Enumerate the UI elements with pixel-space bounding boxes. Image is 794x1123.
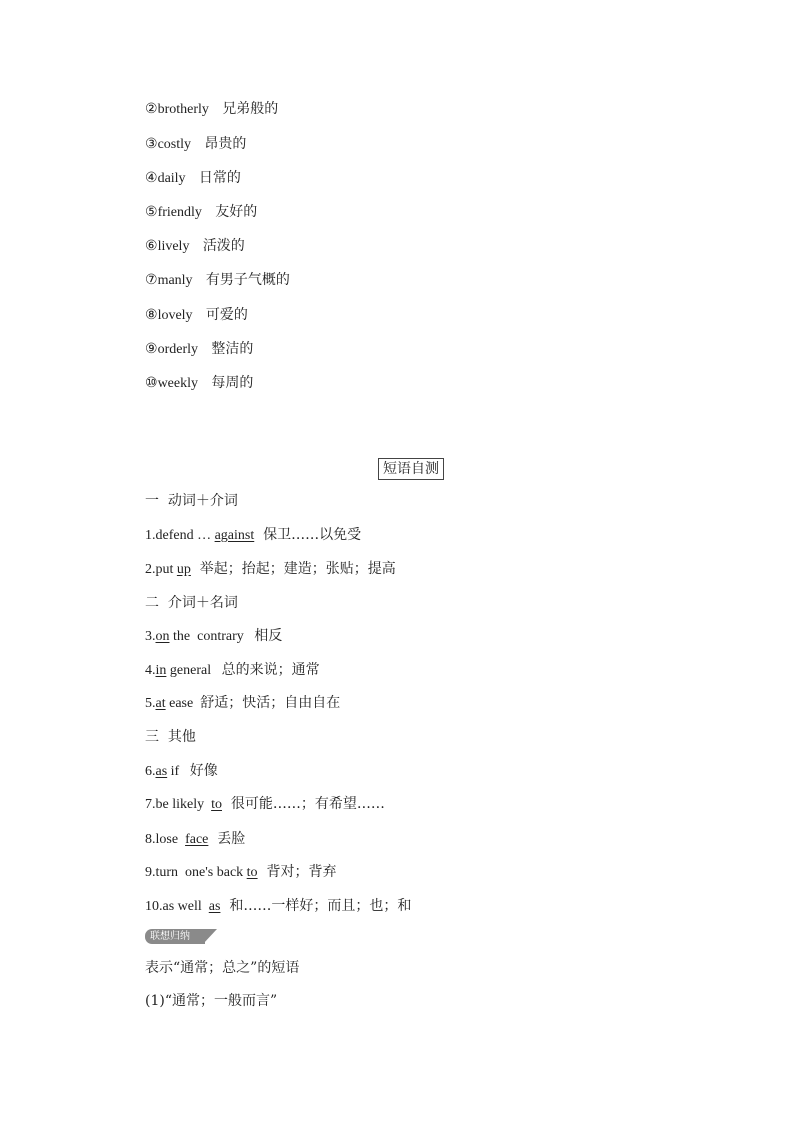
vocab-meaning: 活泼的 (202, 238, 245, 254)
vocab-word: lively (157, 239, 190, 254)
phrase-meaning: ease 舒适；快活；自由自在 (165, 696, 341, 711)
phrase-item (145, 762, 218, 781)
item-number: ⑥ (145, 238, 158, 254)
phrase-item (145, 795, 385, 814)
phrase-item (145, 526, 361, 545)
item-number: ⑤ (145, 204, 158, 220)
vocab-word: weekly (157, 376, 198, 391)
vocab-word: friendly (157, 205, 202, 220)
item-number: ② (145, 101, 158, 117)
vocab-word: manly (157, 273, 193, 288)
vocab-item (145, 135, 246, 154)
phrase-prefix: 7.be likely (145, 797, 212, 812)
vocab-item (145, 374, 253, 393)
section-title: 短语自测 (378, 458, 444, 480)
phrase-item (145, 661, 320, 680)
vocab-meaning: 日常的 (198, 170, 241, 186)
phrase-meaning: 保卫……以免受 (254, 527, 362, 543)
summary-item: (1)“通常；一般而言” (145, 993, 278, 1009)
phrase-prefix: 5. (145, 696, 156, 711)
vocab-word: lovely (157, 308, 193, 323)
vocab-meaning: 兄弟般的 (222, 101, 279, 117)
badge-label: 联想归纳 (150, 931, 190, 942)
phrase-meaning: 丢脸 (208, 831, 246, 847)
phrase-answer: to (211, 797, 222, 812)
item-number: ③ (145, 136, 158, 152)
vocab-word: daily (157, 171, 186, 186)
item-number: ④ (145, 170, 158, 186)
phrase-answer: in (155, 663, 167, 678)
group-heading: 一 动词＋介词 (145, 493, 238, 509)
phrase-item (145, 560, 396, 579)
vocab-word: brotherly (157, 102, 209, 117)
phrase-answer: against (214, 528, 255, 543)
phrase-meaning: 举起；抬起；建造；张贴；提高 (190, 561, 396, 577)
item-number: ⑩ (145, 375, 158, 391)
phrase-item (145, 694, 340, 713)
phrase-meaning: the contrary 相反 (169, 629, 283, 644)
phrase-answer: on (155, 629, 170, 644)
vocab-item (145, 271, 290, 290)
phrase-answer: as (155, 764, 168, 779)
phrase-item (145, 863, 336, 882)
vocab-item (145, 340, 253, 359)
phrase-answer: up (176, 562, 191, 577)
phrase-prefix: 1.defend … (145, 528, 215, 543)
item-number: ⑧ (145, 307, 158, 323)
vocab-meaning: 可爱的 (205, 307, 248, 323)
phrase-item (145, 627, 282, 646)
vocab-item (145, 237, 245, 256)
phrase-answer: as (208, 899, 221, 914)
group-heading: 三 其他 (145, 729, 196, 745)
phrase-meaning: 和……一样好；而且；也；和 (220, 898, 412, 914)
phrase-meaning: 背对；背弃 (257, 864, 337, 880)
vocab-word: costly (157, 137, 192, 152)
phrase-prefix: 6. (145, 764, 156, 779)
phrase-answer: at (155, 696, 166, 711)
badge-tail (203, 929, 217, 944)
phrase-meaning: if 好像 (167, 764, 218, 779)
vocab-word: orderly (157, 342, 198, 357)
item-number: ⑦ (145, 272, 158, 288)
vocab-meaning: 昂贵的 (204, 136, 247, 152)
phrase-answer: to (246, 865, 258, 880)
phrase-prefix: 8.lose (145, 832, 186, 847)
phrase-prefix: 2.put (145, 562, 177, 577)
phrase-prefix: 9.turn one's back (145, 865, 247, 880)
phrase-item (145, 830, 245, 849)
vocab-meaning: 有男子气概的 (205, 272, 290, 288)
association-badge (145, 929, 219, 944)
vocab-item (145, 203, 257, 222)
vocab-item (145, 169, 241, 188)
vocab-item (145, 306, 248, 325)
phrase-prefix: 4. (145, 663, 156, 678)
item-number: ⑨ (145, 341, 158, 357)
vocab-meaning: 整洁的 (211, 341, 254, 357)
phrase-answer: face (185, 832, 209, 847)
vocab-meaning: 每周的 (211, 375, 254, 391)
vocab-item (145, 100, 278, 119)
vocab-meaning: 友好的 (215, 204, 258, 220)
group-heading: 二 介词＋名词 (145, 595, 238, 611)
phrase-item (145, 897, 411, 916)
summary-title: 表示“通常；总之”的短语 (145, 960, 300, 976)
phrase-meaning: general 总的来说；通常 (166, 663, 320, 678)
phrase-meaning: 很可能……；有希望…… (222, 796, 385, 812)
phrase-prefix: 10.as well (145, 899, 209, 914)
phrase-prefix: 3. (145, 629, 156, 644)
